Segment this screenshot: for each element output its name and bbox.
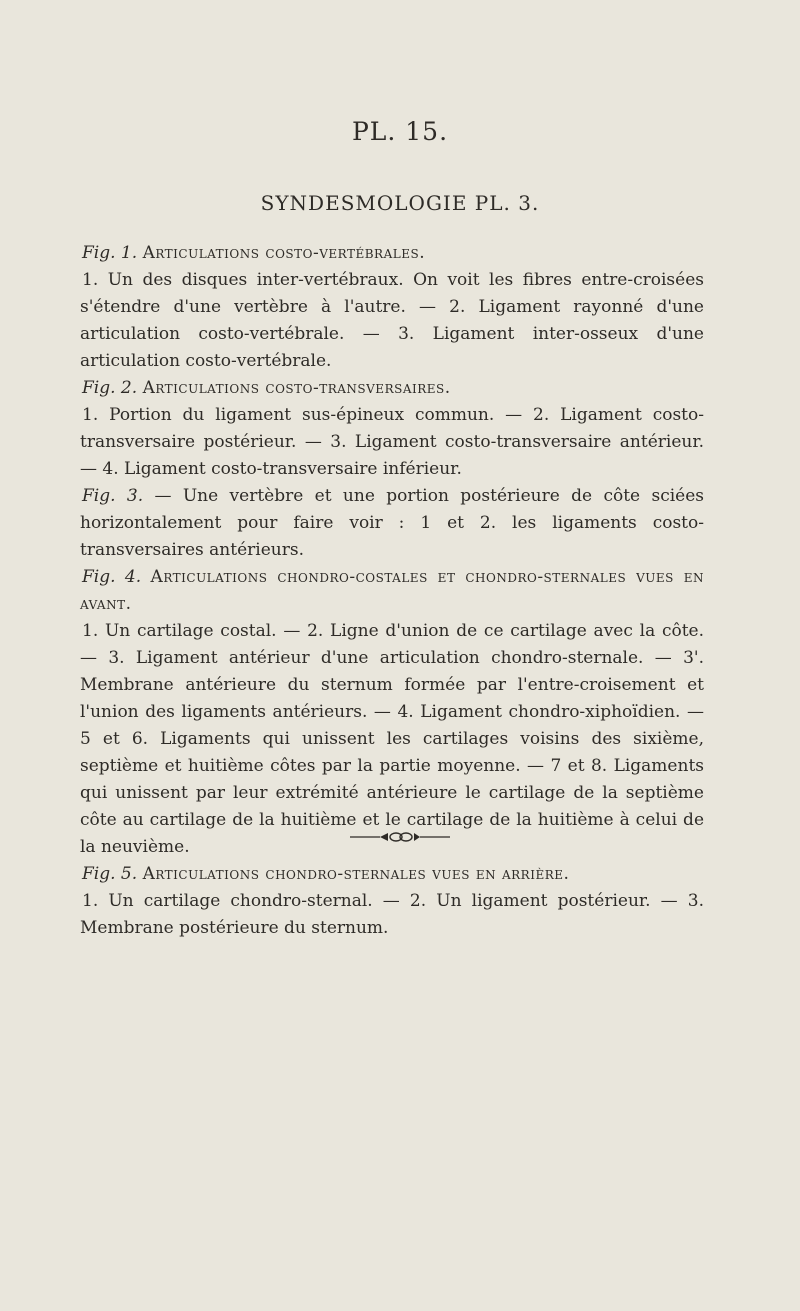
figure-description-5: 1. Un cartilage chondro-sternal. — 2. Un ligament postérieur. — 3. Membrane postérieure du sternum.: [80, 891, 704, 938]
figure-heading: Articulations costo-vertébrales.: [142, 243, 426, 263]
figure-heading: Articulations chondro-sternales vues en arrière.: [142, 864, 570, 884]
figure-heading: Articulations chondro-costales et chondro-sternales vues en avant.: [80, 567, 704, 614]
figure-heading: Articulations costo-transversaires.: [142, 378, 451, 398]
figure-caption-5: [80, 861, 704, 888]
figure-description-4: 1. Un cartilage costal. — 2. Ligne d'union de ce cartilage avec la côte. — 3. Ligament antérieur d'une articulation chondro-sternale. — 3'. Membrane antérieure du sternum formée par l'entre-croisement et l'union des ligaments antérieurs. — 4. Ligament chondro-xiphoïdien. — 5 et 6. Ligaments qui unissent les cartilages voisins des sixième, septième et huitième côtes par la partie moyenne. — 7 et 8. Ligaments qui unissent par leur extrémité antérieure le cartilage de la septième côte au cartilage de la huitième et le cartilage de la huitième à celui de la neuvième.: [80, 621, 704, 857]
figure-label: Fig. 5.: [82, 864, 138, 884]
figure-label: Fig. 4.: [82, 567, 142, 587]
figure-caption-3: [80, 483, 704, 564]
figure-description-1: 1. Un des disques inter-vertébraux. On voit les fibres entre-croisées s'étendre d'une vertèbre à l'autre. — 2. Ligament rayonné d'une articulation costo-vertébrale. — 3. Ligament inter-osseux d'une articulation costo-vertébrale.: [80, 270, 704, 371]
figure-label: Fig. 3.: [82, 486, 144, 506]
figure-description-3: — Une vertèbre et une portion postérieure de côte sciées horizontalement pour faire voir : 1 et 2. les ligaments costo-transversaires antérieurs.: [80, 486, 704, 560]
plate-number: PL. 15.: [351, 117, 449, 146]
fleuron-icon: [350, 830, 450, 844]
end-ornament: [0, 830, 800, 844]
figure-caption-4: [80, 564, 704, 618]
section-title: SYNDESMOLOGIE PL. 3.: [260, 191, 540, 215]
figure-label: Fig. 1.: [82, 243, 138, 263]
figure-label: Fig. 2.: [82, 378, 138, 398]
figure-description-2: 1. Portion du ligament sus-épineux commun. — 2. Ligament costo-transversaire postérieur. — 3. Ligament costo-transversaire antérieur. — 4. Ligament costo-transversaire inférieur.: [80, 405, 704, 479]
figure-caption-2: [80, 375, 704, 402]
figure-caption-1: [80, 240, 704, 267]
